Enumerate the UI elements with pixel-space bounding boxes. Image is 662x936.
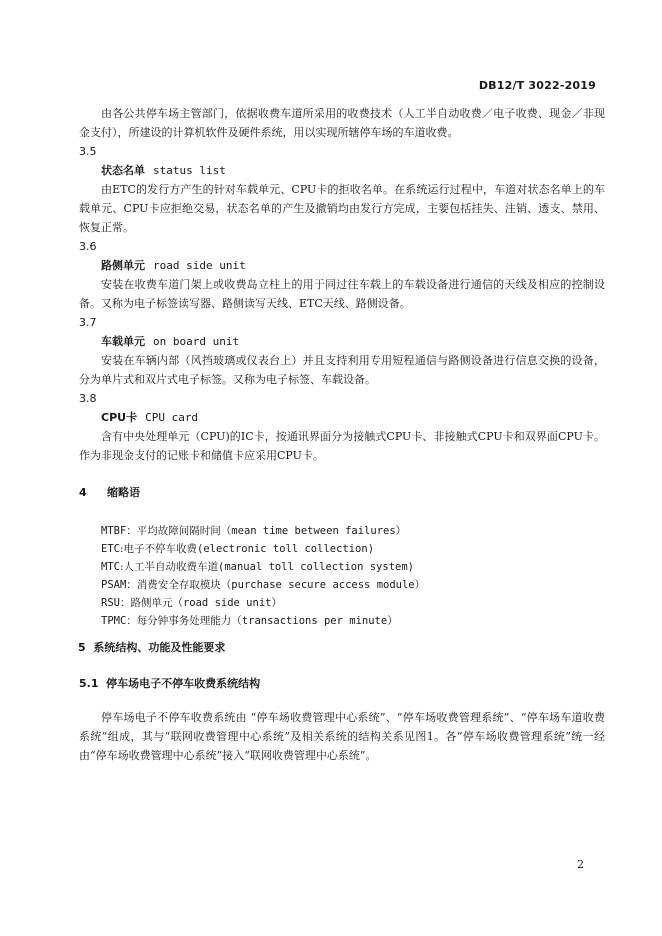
section-heading-5-1 [79, 674, 605, 693]
section-heading-5 [78, 638, 605, 657]
abbr-en: （road side unit） [172, 597, 282, 609]
intro-paragraph: 由各公共停车场主管部门，依据收费车道所采用的收费技术（人工半自动收费／电子收费、现金／非现金支付），所建设的计算机软件及硬件系统，用以实现所辖停车场的车道收费。 [79, 107, 605, 139]
term-name-zh: 状态名单 [101, 164, 145, 177]
term-title [79, 408, 605, 427]
abbr-zh: 平均故障间隔时间 [136, 525, 221, 537]
abbr-code: MTBF [101, 525, 127, 537]
term-name-en: road side unit [153, 259, 246, 272]
section-title: 停车场电子不停车收费系统结构 [106, 677, 261, 690]
abbreviation-item: TPMC：每分钟事务处理能力（transactions per minute） [101, 615, 398, 627]
term-title [79, 332, 605, 351]
abbreviation-item: PSAM：消费安全存取模块（purchase secure access module） [101, 579, 426, 591]
section-number: 4 [79, 486, 87, 499]
term-name-en: on board unit [153, 335, 240, 348]
abbr-zh: 路侧单元 [130, 597, 173, 609]
term-title [79, 256, 605, 275]
abbreviation-item: ETC:电子不停车收费(electronic toll collection) [101, 543, 375, 555]
term-definition: 含有中央处理单元（CPU)的IC卡，按通讯界面分为接触式CPU卡、非接触式CPU卡和双界面CPU卡。作为非现金支付的记账卡和储值卡应采用CPU卡。 [79, 430, 605, 462]
abbr-en: （transactions per minute） [231, 615, 398, 627]
abbr-code: RSU [101, 597, 120, 609]
term-name-en: status list [153, 164, 226, 177]
section-title: 系统结构、功能及性能要求 [93, 641, 226, 654]
term-definition: 由ETC的发行方产生的针对车载单元、CPU卡的拒收名单。在系统运行过程中，车道对状态名单上的车载单元、CPU卡应拒绝交易，状态名单的产生及撤销均由发行方完成，主要包括挂失、注销、透支、禁用、恢复正常。 [79, 183, 605, 234]
page-content [79, 104, 605, 765]
clause-number: 3.5 [79, 145, 97, 158]
abbreviation-item: RSU：路侧单元（road side unit） [101, 597, 282, 609]
term-definition: 安装在车辆内部（风挡玻璃或仪表台上）并且支持利用专用短程通信与路侧设备进行信息交换的设备，分为单片式和双片式电子标签。又称为电子标签、车载设备。 [79, 354, 605, 386]
term-3-6 [79, 237, 605, 313]
term-name-zh: CPU卡 [101, 411, 138, 424]
clause-number: 3.8 [79, 392, 97, 405]
section-heading-4 [79, 483, 605, 502]
clause-number: 3.7 [79, 316, 97, 329]
section-number: 5.1 [79, 677, 99, 690]
section-5-1-paragraph: 停车场电子不停车收费系统由 “停车场收费管理中心系统”、“停车场收费管理系统”、“停车场车道收费系统”组成，其与“联网收费管理中心系统”及相关系统的结构关系见图1。各“停车场收费管理系统”统一经由“停车场收费管理中心系统”接入“联网收费管理中心系统”。 [79, 711, 605, 762]
term-definition: 安装在收费车道门架上或收费岛立柱上的用于同过往车载上的车载设备进行通信的天线及相应的控制设备。又称为电子标签读写器、路侧读写天线、ETC天线、路侧设备。 [79, 278, 605, 310]
term-3-8 [79, 389, 605, 465]
term-name-zh: 车载单元 [101, 335, 145, 348]
abbreviation-item: MTC:人工半自动收费车道(manual toll collection system) [101, 561, 414, 573]
section-number: 5 [78, 641, 86, 654]
abbr-code: TPMC [101, 615, 127, 627]
term-name-en: CPU card [145, 411, 199, 424]
abbreviation-list [79, 522, 605, 630]
term-3-5 [79, 142, 605, 237]
abbr-code: ETC [101, 543, 120, 555]
term-3-7 [79, 313, 605, 389]
section-title: 缩略语 [107, 486, 140, 499]
abbreviation-item: MTBF：平均故障间隔时间（mean time between failures） [101, 525, 407, 537]
abbr-zh: 每分钟事务处理能力 [136, 615, 232, 627]
clause-number: 3.6 [79, 240, 97, 253]
abbr-en: (manual toll collection system) [218, 561, 414, 573]
abbr-zh: 人工半自动收费车道 [123, 561, 219, 573]
term-title [79, 161, 605, 180]
abbr-en: （purchase secure access module） [220, 579, 426, 591]
abbr-zh: 电子不停车收费 [123, 543, 198, 555]
abbr-code: PSAM [101, 579, 127, 591]
abbr-en: （mean time between failures） [220, 525, 407, 537]
page-number: 2 [577, 858, 584, 871]
abbr-zh: 消费安全存取模块 [136, 579, 221, 591]
document-code: DB12/T 3022-2019 [478, 79, 596, 92]
term-name-zh: 路侧单元 [101, 259, 145, 272]
abbr-code: MTC [101, 561, 120, 573]
abbr-en: (electronic toll collection) [197, 543, 375, 555]
